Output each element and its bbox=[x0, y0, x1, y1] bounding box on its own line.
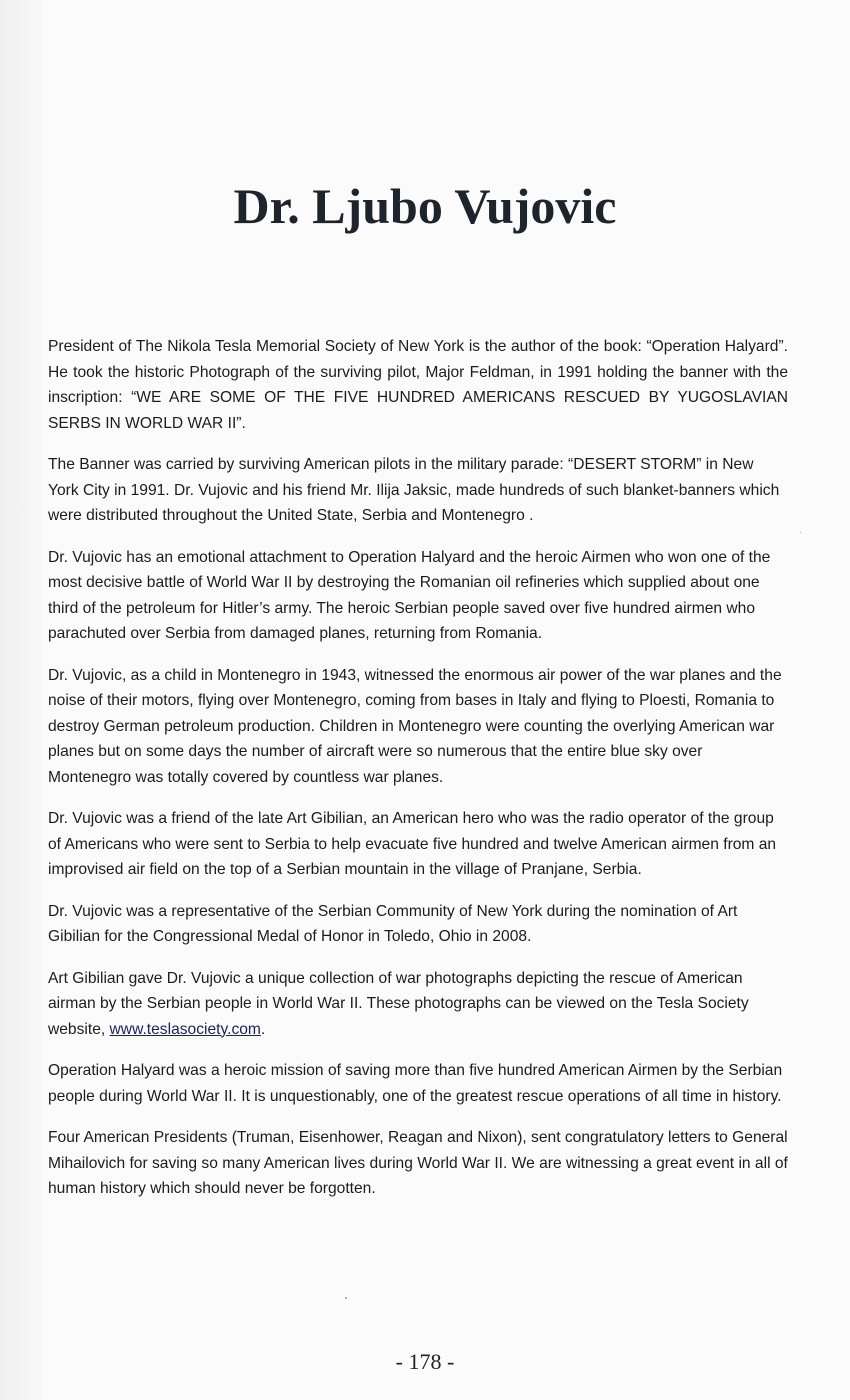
paragraph-president-intro: President of The Nikola Tesla Memorial Society of New York is the author of the book: “Operation Halyard”. He took the historic Photograph of the surviving pilot, Major Feldman, in 1991 holding the banner with the inscription: “WE ARE SOME OF THE FIVE HUNDRED AMERICANS RESCUED BY YUGOSLAVIAN SERBS IN WORLD WAR II”. bbox=[48, 338, 788, 432]
paragraph-art-gibilian-friend: Dr. Vujovic was a friend of the late Art Gibilian, an American hero who was the radio operator of the group of Americans who were sent to Serbia to help evacuate five hundred and twelve American airmen from an improvised air field on the top of a Serbian mountain in the village of Pranjane, Serbia. bbox=[48, 810, 777, 878]
page-title: Dr. Ljubo Vujovic bbox=[233, 178, 617, 234]
paragraph-medal-nomination: Dr. Vujovic was a representative of the Serbian Community of New York during the nomination of Art Gibilian for the Congressional Medal of Honor in Toledo, Ohio in 2008. bbox=[48, 902, 738, 945]
scan-speck bbox=[800, 532, 801, 533]
tesla-society-link[interactable]: www.teslasociety.com bbox=[109, 1020, 261, 1038]
paragraph-emotional-attachment: Dr. Vujovic has an emotional attachment to Operation Halyard and the heroic Airmen who won one of the most decisive battle of World War II by destroying the Romanian oil refineries which supplied about one third of the petroleum for Hitler’s army. The heroic Serbian people saved over five hundred airmen who parachuted over Serbia from damaged planes, returning from Romania. bbox=[48, 548, 771, 642]
photo-collection-text: Art Gibilian gave Dr. Vujovic a unique collection of war photographs depicting the rescue of American airman by the Serbian people in World War II. These photographs can be viewed on the Tesla Society website, bbox=[48, 969, 749, 1038]
paragraph-banner-parade: The Banner was carried by surviving American pilots in the military parade: “DESERT STORM” in New York City in 1991. Dr. Vujovic and his friend Mr. Ilija Jaksic, made hundreds of such blanket-banners which were distributed throughout the United State, Serbia and Montenegro . bbox=[48, 456, 780, 524]
paragraph-childhood-montenegro: Dr. Vujovic, as a child in Montenegro in 1943, witnessed the enormous air power of the war planes and the noise of their motors, flying over Montenegro, coming from bases in Italy and flying to Ploesti, Romania to destroy German petroleum production. Children in Montenegro were counting the overlying American war planes but on some days the number of aircraft were so numerous that the entire blue sky over Montenegro was totally covered by countless war planes. bbox=[48, 666, 782, 786]
paragraph-presidents-letters: Four American Presidents (Truman, Eisenhower, Reagan and Nixon), sent congratulatory letters to General Mihailovich for saving so many American lives during World War II. We are witnessing a great event in all of human history which should never be forgotten. bbox=[48, 1129, 788, 1197]
page-number: - 178 - bbox=[395, 1349, 455, 1374]
paragraph-photo-collection bbox=[48, 966, 788, 1043]
photo-collection-period: . bbox=[260, 1020, 266, 1038]
article-body bbox=[48, 334, 788, 1218]
scan-speck bbox=[345, 1297, 347, 1299]
paragraph-operation-halyard: Operation Halyard was a heroic mission of saving more than five hundred American Airmen by the Serbian people during World War II. It is unquestionably, one of the greatest rescue operations of all time in history. bbox=[48, 1062, 783, 1105]
